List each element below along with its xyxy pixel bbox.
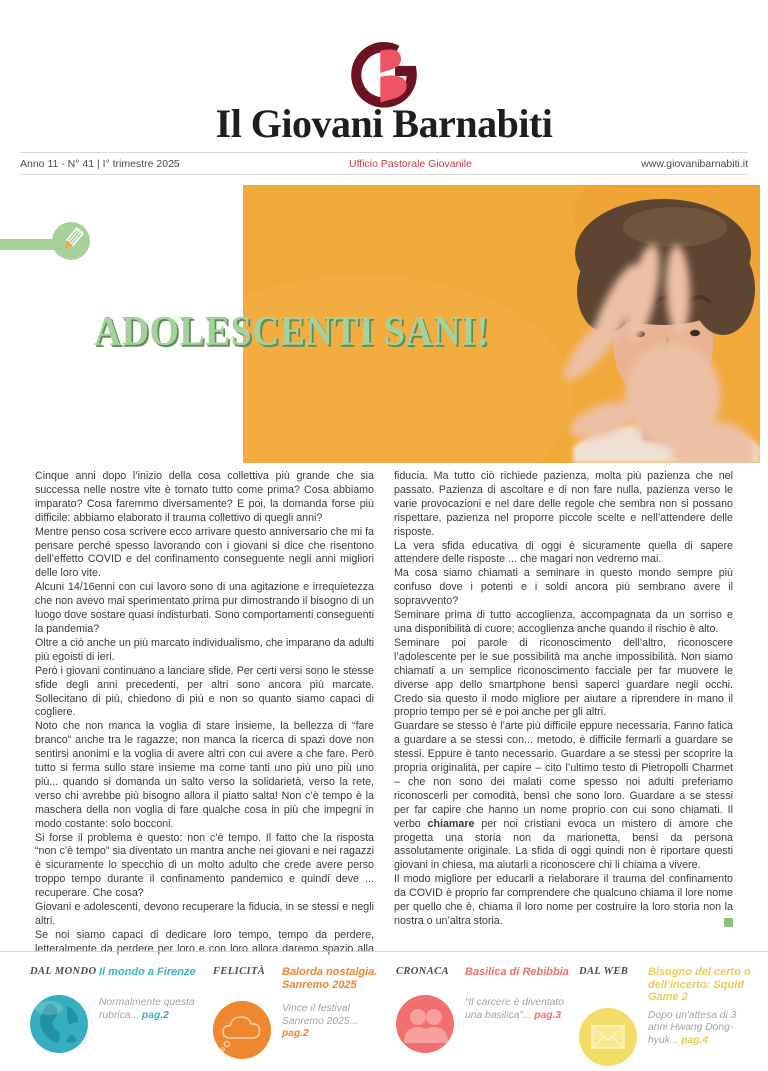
cloud-icon [213, 1001, 271, 1059]
office-label: Ufficio Pastorale Giovanile [349, 157, 472, 170]
envelope-icon [579, 1008, 637, 1066]
footer-title[interactable]: Balorda nostalgia. Sanremo 2025 [282, 966, 378, 991]
blurb-text: Vince il festival Sanremo 2025... [282, 1003, 359, 1027]
article-paragraph: Seminare prima di tutto accoglienza, accompagnata da un sorriso e una disponibilità di cuore; accoglienza anche quando il rischio è alto. [394, 609, 733, 635]
article-body [35, 470, 733, 957]
article-paragraph: Alcuni 14/16enni con cui lavoro sono di una agitazione e irrequietezza che non avevo mai sperimentato prima pur dimostrando il bisogno di un luogo dove sostare quasi indisturbati. Sono comportamenti conseguenti la pandemia? [35, 581, 374, 635]
footer-blurb [465, 997, 569, 1022]
article-paragraph: La vera sfida educativa di oggi è sicuramente quella di sapere attendere delle risposte ... che magari non vedremo mai. [394, 539, 733, 566]
article-headline: ADOLESCENTI SANI! [94, 309, 490, 355]
pencil-icon [52, 222, 90, 260]
footer-title[interactable]: Bisogno del certo o dell’incerto: Squid Game 2 [648, 966, 751, 1003]
footer-tile-felicita[interactable] [213, 966, 386, 1066]
page-ref[interactable]: pag.2 [141, 1009, 169, 1021]
article-paragraph: Seminare poi parole di riconoscimento dell’altro, riconoscere l’adolescente per le sue possibilità ma anche impossibilità. Non siamo chiamati a un semplice riconoscimento facciale per far muovere le diverse app dello smartphone bensì saperci guardare negli occhi. Credo sia questo il modo migliore per aiutare a riprendere in mano il proprio tempo per sé e poi anche per gli altri. [394, 636, 733, 719]
article-paragraph: Mentre penso cosa scrivere ecco arrivare questo anniversario che mi fa pensare perché spesso lavorando con i giovani si dice che risentono dell’effetto COVID e del confinamento conseguente negli anni migliori delle loro vite. [35, 525, 374, 580]
footer-divider [0, 951, 768, 952]
blurb-text: Dopo un'attesa di 3 anni Hwang Dong-hyuk... [648, 1009, 737, 1046]
page-ref[interactable]: pag.2 [282, 1028, 309, 1040]
footer-title[interactable]: Basilica di Rebibbia [465, 966, 569, 978]
website-link[interactable]: www.giovanibarnabiti.it [641, 157, 748, 170]
article-paragraph: Se noi siamo capaci di dedicare loro tempo, tempo da perdere, letteralmente da perdere per loro e con loro allora daremo spazio alla fiducia. Ma tutto ciò richiede pazienza, molta più pazienza che nel passato. Pazienza di ascoltare e di non fare nulla, pazienza verso le varie provocazioni e nel dare delle regole che sembra non si possano rispettare, pazienza nel proporre piccole scelte e nell’attendere delle risposte. [35, 470, 733, 955]
footer-blurb [282, 1003, 386, 1041]
article-paragraph-closing [394, 873, 733, 929]
footer-tile-dal-web[interactable] [579, 966, 752, 1066]
article-paragraph: Noto che non manca la voglia di stare insieme, la bellezza di “fare branco” anche tra le ragazze; non manca la ricerca di spazi dove non sentirsi anonimi e la voglia di avere altri con cui avere a che fare. Però tutto si ferma sullo stare insieme ma come tanti uno più uno più uno più... quando si domanda un salto verso la solidarietà, verso la rete, verso chi avrebbe più bisogno allora il piatto salta! Non c’è tempo è la maschera della non voglia di fare qualche cosa in più che impegni in modo costante: solo bocconi. [35, 720, 374, 830]
article-paragraph: Si forse il problema è questo: non c’è tempo. Il fatto che la risposta “non c’è tempo” sia diventato un mantra anche nei giovani e nei ragazzi è sicuramente lo specchio di un molto adulto che crede avere perso troppo tempo durante il confinamento pandemico e quindi deve ... recuperare. Che cosa? [35, 831, 374, 900]
article-paragraph: Giovani e adolescenti, devono recuperare la fiducia, in se stessi e negli altri. [35, 901, 374, 927]
footer-category: CRONACA [396, 966, 449, 977]
footer-title[interactable]: Il mondo a Firenze [99, 966, 196, 978]
article-paragraph: Cinque anni dopo l’inizio della cosa collettiva più grande che sia successa nelle nostre vite è tornato tutto come prima? Cosa abbiamo imparato? Cosa faremmo diversamente? E poi, la domanda forse più difficile: abbiamo elaborato il trauma collettivo di quegli anni? [35, 470, 374, 524]
article-paragraph: Oltre a ciò anche un più marcato individualismo, che imparano da adulti più egoisti di ieri. [35, 636, 374, 663]
blurb-text: “Il carcere è diventato una basilica”... [465, 997, 565, 1021]
page-ref[interactable]: pag.3 [534, 1009, 562, 1021]
article-paragraph-emphasis [394, 720, 733, 873]
globe-icon [30, 995, 88, 1053]
footer-category: DAL WEB [579, 966, 629, 977]
footer-category: FELICITÀ [213, 966, 266, 977]
closing-text: Il modo migliore per educarli a rielaborare il trauma del confinamento da COVID è proprio far comprendere che qualcuno chiama il lore nome per quello che è, chiama il loro nome per costruire la loro storia non la nostra o un’altra storia. [394, 873, 733, 927]
footer-blurb [648, 1010, 752, 1048]
footer-category: DAL MONDO [30, 966, 97, 977]
footer-blurb [99, 997, 203, 1022]
footer-teasers [30, 966, 752, 1066]
footer-tile-cronaca[interactable] [396, 966, 569, 1066]
article-paragraph: Però i giovani continuano a lanciare sfide. Per certi versi sono le stesse sfide degli anni precedenti, per altri sono ancora più marcate. Sollecitano di più, chiedono di più e non so quanto siamo capaci di cogliere. [35, 664, 374, 719]
emphasis-before: Guardare se stesso è l’arte più difficile eppure necessaria. Fanno fatica a guardare a se stessi con... metodo, è difficile fermarli a guardare se stessi. Eppure è tanto necessario. Guardare a se stessi per scoprire la propria originalità, per capire – cito l’ultimo testo di Pietropolli Charmet – che non sono dei malati come spesso noi adulti preferiamo riconoscerli per comodità, bensì che sono loro. Guardare a se stessi per far capire che hanno un nome proprio con cui sono chiamati. Il verbo [394, 720, 733, 830]
article-paragraph: Ma cosa siamo chiamati a seminare in questo mondo sempre più confuso dove i potenti e i soldi ancora più sembrano avere il sopravvento? [394, 567, 733, 608]
page-ref[interactable]: pag.4 [681, 1034, 709, 1046]
masthead-info-bar [20, 152, 748, 175]
footer-tile-dal-mondo[interactable] [30, 966, 203, 1066]
article-end-marker [724, 918, 733, 927]
page-title: Il Giovani Barnabiti [215, 101, 553, 146]
emphasis-bold: chiamare [427, 817, 475, 830]
emphasis-after: per noi cristiani evoca un mistero di amore che progetta una storia non da marionetta, bensì da persona assolutamente originale. La sfida di oggi quindi non è riportare questi giovani in chiesa, ma aiutarli a riconoscere chi li chiama a vivere. [394, 817, 733, 872]
blurb-text: Normalmente questa rubrica... [99, 997, 195, 1021]
issue-info: Anno 11 - N° 41 | I° trimestre 2025 [20, 157, 180, 170]
pencil-badge-bar [0, 239, 58, 250]
people-icon [396, 995, 454, 1053]
